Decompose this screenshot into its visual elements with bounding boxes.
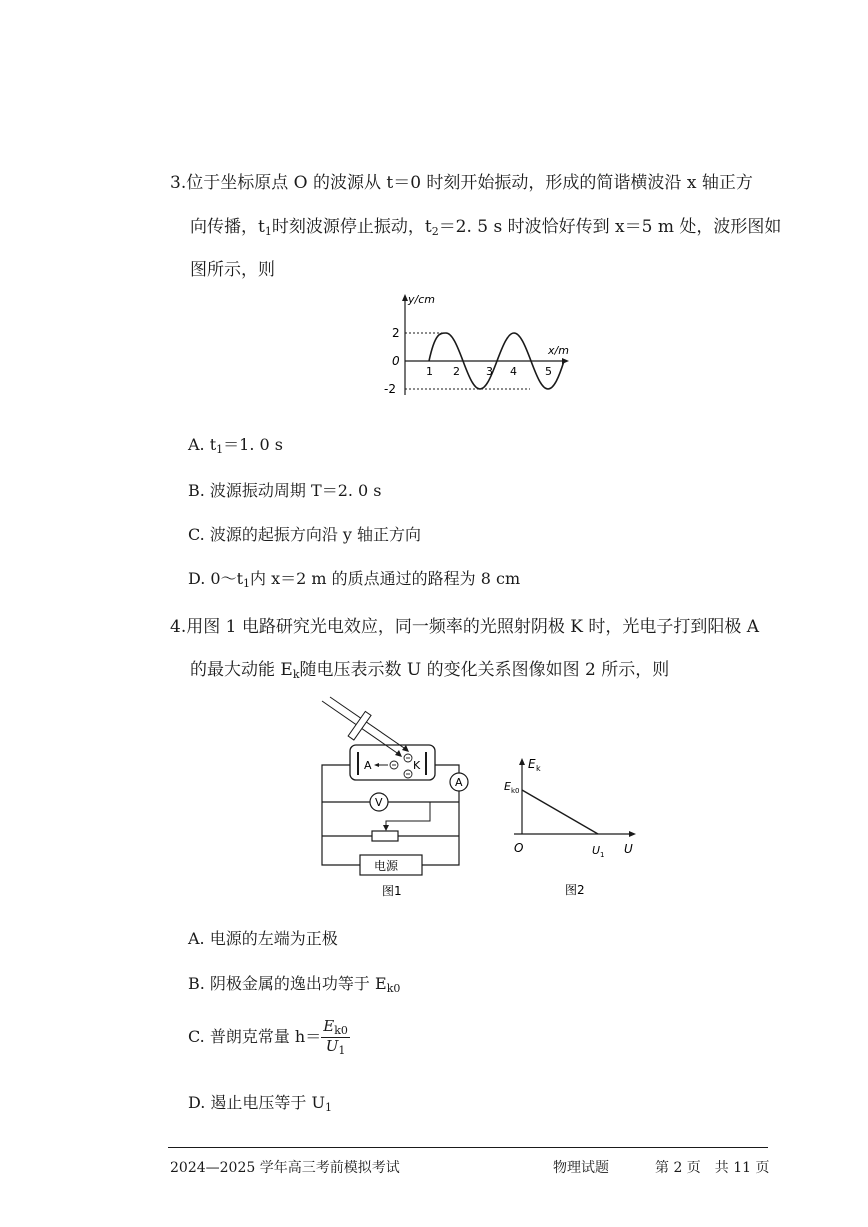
- q3-number: 3.: [170, 173, 187, 193]
- footer-exam: 2024—2025 学年高三考前模拟考试: [170, 1160, 400, 1176]
- q3-line2-c: ＝2. 5 s 时波恰好传到 x＝5 m 处，波形图如: [438, 217, 782, 237]
- q4-line2-a: 的最大动能 E: [190, 660, 293, 680]
- fig2-y-label-sub: k: [536, 764, 541, 773]
- q3-option-a-text: A. t: [188, 435, 217, 454]
- q3-option-d-sub: 1: [243, 577, 251, 590]
- voltmeter-label: V: [375, 796, 383, 809]
- q4-line2: [190, 655, 669, 681]
- light-filter: [348, 711, 371, 740]
- q4-option-c-text: C. 普朗克常量 h＝: [188, 1027, 322, 1047]
- q4-option-d: [188, 1090, 332, 1114]
- fig1-circuit: [310, 695, 480, 900]
- x-tick-2: 2: [453, 365, 460, 378]
- q4-option-b-sub: k0: [386, 982, 401, 995]
- electron-arrow-head: [374, 763, 379, 767]
- frac-numerator: E: [323, 1017, 335, 1035]
- x-axis-label: x/m: [548, 344, 569, 357]
- rheostat-slider-wire: [386, 802, 430, 829]
- ammeter-label: A: [455, 776, 463, 789]
- q4-option-d-sub: 1: [325, 1101, 333, 1114]
- fig1-caption: 图1: [382, 884, 402, 898]
- power-source-label: 电源: [374, 859, 399, 873]
- q3-line1-text: 位于坐标原点 O 的波源从 t＝0 时刻开始振动，形成的简谐横波沿 x 轴正方: [186, 173, 753, 193]
- fig2-x-arrow: [629, 831, 636, 837]
- cathode-label: K: [413, 759, 421, 772]
- q3-option-d-rest: 内 x＝2 m 的质点通过的路程为 8 cm: [250, 569, 521, 588]
- fig2-y-label: E: [528, 757, 536, 771]
- q4-option-c: [188, 1018, 350, 1057]
- q4-line1: [170, 612, 759, 637]
- rheostat-slider: [383, 825, 389, 831]
- fig2-line: [522, 790, 598, 834]
- q3-line1: [170, 168, 753, 193]
- fig2-u1-sub: 1: [600, 851, 605, 859]
- fig2-caption: 图2: [565, 883, 585, 897]
- frac-numerator-sub: k0: [334, 1024, 348, 1037]
- q3-option-c: C. 波源的起振方向沿 y 轴正方向: [188, 525, 422, 544]
- x-tick-1: 1: [426, 365, 433, 378]
- fig2-y-arrow: [519, 758, 525, 765]
- q3-line2-b: 时刻波源停止振动，t: [271, 217, 432, 237]
- anode-label: A: [364, 759, 372, 772]
- x-tick-5: 5: [545, 365, 552, 378]
- light-ray-arrow-2: [402, 745, 409, 752]
- q4-number: 4.: [170, 617, 187, 637]
- q3-option-d-text: D. 0～t: [188, 569, 244, 588]
- q3-line2-sub1: 1: [264, 225, 272, 238]
- q3-line2-a: 向传播，t: [190, 217, 265, 237]
- frac-denominator-sub: 1: [338, 1044, 346, 1058]
- q3-line3: 图所示，则: [190, 260, 275, 280]
- light-ray-arrow-1: [395, 750, 402, 757]
- fig2-ek0-sub: k0: [511, 787, 520, 795]
- fig2-u1-label: U: [592, 844, 601, 857]
- q4-option-d-text: D. 遏止电压等于 U: [188, 1093, 326, 1112]
- q4-option-a: A. 电源的左端为正极: [188, 929, 338, 948]
- fig2-x-label: U: [624, 842, 633, 856]
- q3-option-a-value: ＝1. 0 s: [223, 435, 283, 454]
- x-tick-3: 3: [486, 365, 493, 378]
- q4-line2-sub: k: [292, 668, 300, 681]
- y-tick-2: 2: [392, 326, 400, 340]
- q4-option-b-text: B. 阴极金属的逸出功等于 E: [188, 974, 387, 993]
- footer-page: 第 2 页 共 11 页: [655, 1160, 770, 1176]
- fig2-graph: [500, 752, 645, 900]
- origin-label: 0: [392, 354, 400, 368]
- rheostat: [372, 831, 398, 841]
- y-tick-neg2: -2: [384, 382, 396, 396]
- q3-line2: [190, 212, 781, 238]
- footer-subject: 物理试题: [553, 1160, 609, 1176]
- q4-option-c-fraction: [321, 1018, 350, 1057]
- footer-rule: [168, 1147, 768, 1148]
- q3-option-d: [188, 566, 520, 590]
- q4-line2-b: 随电压表示数 U 的变化关系图像如图 2 所示，则: [299, 660, 670, 680]
- q3-wave-graph: [360, 290, 580, 405]
- q4-option-b: [188, 971, 400, 995]
- q3-option-a-sub: 1: [216, 443, 224, 456]
- fig2-origin: O: [514, 841, 524, 855]
- light-ray-2: [330, 697, 407, 750]
- q3-option-a: [188, 432, 283, 456]
- y-axis-label: y/cm: [408, 293, 435, 306]
- fig2-ek0-label: E: [504, 780, 511, 793]
- x-tick-4: 4: [510, 365, 517, 378]
- frac-denominator: U: [325, 1037, 339, 1056]
- wire-right-top: [435, 765, 459, 773]
- q4-line1-text: 用图 1 电路研究光电效应，同一频率的光照射阴极 K 时，光电子打到阳极 A: [186, 617, 760, 637]
- q3-option-b: B. 波源振动周期 T＝2. 0 s: [188, 481, 382, 500]
- q3-line2-sub2: 2: [431, 225, 439, 238]
